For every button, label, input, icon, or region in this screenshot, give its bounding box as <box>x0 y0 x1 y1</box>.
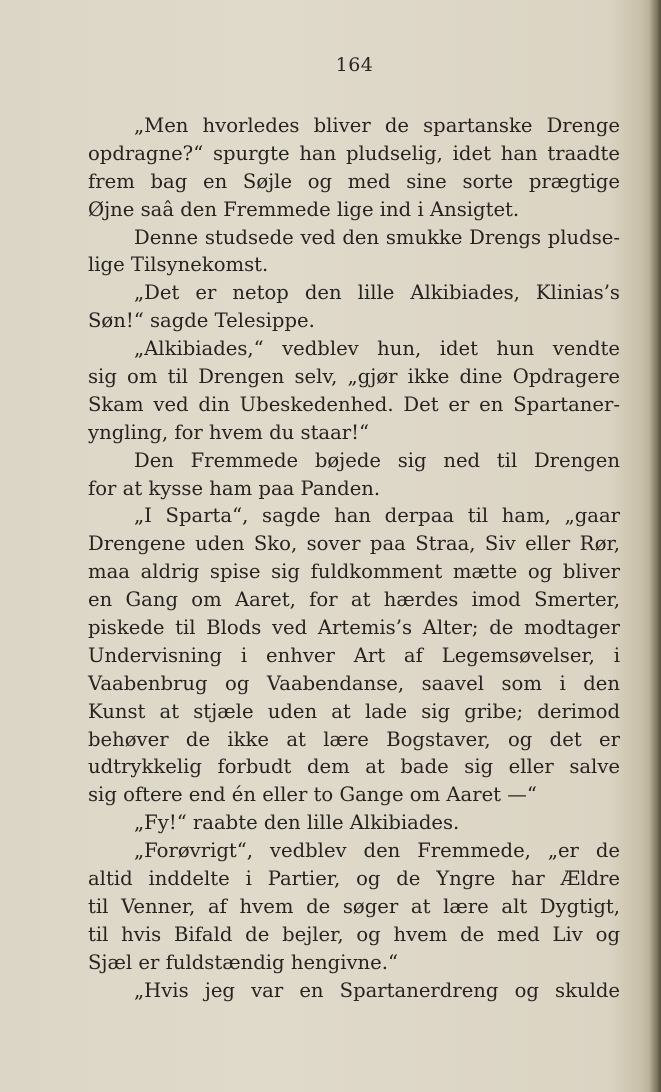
text-line: Skam ved din Ubeskedenhed. Det er en Spartaner- <box>88 392 620 416</box>
text-line: Vaabenbrug og Vaabendanse, saavel som i den <box>88 671 620 695</box>
text-line: lige Tilsynekomst. <box>88 253 269 277</box>
text-line: opdragne?“ spurgte han pludselig, idet han traadte <box>88 141 620 165</box>
text-line: Den Fremmede bøjede sig ned til Drengen <box>134 448 620 472</box>
text-line: Undervisning i enhver Art af Legemsøvelser, i <box>88 643 620 667</box>
text-line: „Hvis jeg var en Spartanerdreng og skulde <box>134 978 620 1002</box>
page-number: 164 <box>335 54 374 76</box>
page-edge-shadow <box>649 0 661 1092</box>
text-line: Søn!“ sagde Telesippe. <box>88 309 315 333</box>
text-line: yngling, for hvem du staar!“ <box>88 420 370 444</box>
text-line: Denne studsede ved den smukke Drengs pludse- <box>134 225 620 249</box>
text-line: „Fy!“ raabte den lille Alkibiades. <box>134 811 460 835</box>
text-line: til hvis Bifald de bejler, og hvem de med Liv og <box>88 922 620 946</box>
text-line: „Det er netop den lille Alkibiades, Klinias’s <box>134 281 620 305</box>
text-line: Drengene uden Sko, sover paa Straa, Siv eller Rør, <box>88 532 620 556</box>
body-text <box>88 112 620 1005</box>
text-line: „I Sparta“, sagde han derpaa til ham, „gaar <box>134 504 620 528</box>
text-line: sig oftere end én eller to Gange om Aaret —“ <box>88 783 537 807</box>
text-line: „Alkibiades,“ vedblev hun, idet hun vendte <box>134 337 620 361</box>
text-line: udtrykkelig forbudt dem at bade sig eller salve <box>88 755 620 779</box>
text-line: sig om til Drengen selv, „gjør ikke dine Opdragere <box>88 365 620 389</box>
text-line: Kunst at stjæle uden at lade sig gribe; derimod <box>88 699 620 723</box>
text-line: „Men hvorledes bliver de spartanske Drenge <box>134 114 620 137</box>
text-line: Øjne saâ den Fremmede lige ind i Ansigtet. <box>88 197 520 221</box>
text-line: Sjæl er fuldstændig hengivne.“ <box>88 950 398 974</box>
text-line: frem bag en Søjle og med sine sorte prægtige <box>88 169 620 193</box>
text-line: altid inddelte i Partier, og de Yngre har Ældre <box>88 867 620 891</box>
text-line: behøver de ikke at lære Bogstaver, og det er <box>88 727 620 751</box>
text-line: maa aldrig spise sig fuldkomment mætte og bliver <box>88 560 620 584</box>
text-line: til Venner, af hvem de søger at lære alt Dygtigt, <box>88 894 620 918</box>
text-line: en Gang om Aaret, for at hærdes imod Smerter, <box>88 588 620 612</box>
text-line: piskede til Blods ved Artemis’s Alter; de modtager <box>88 616 620 640</box>
text-line: „Forøvrigt“, vedblev den Fremmede, „er de <box>134 839 620 863</box>
text-line: for at kysse ham paa Panden. <box>88 476 381 500</box>
